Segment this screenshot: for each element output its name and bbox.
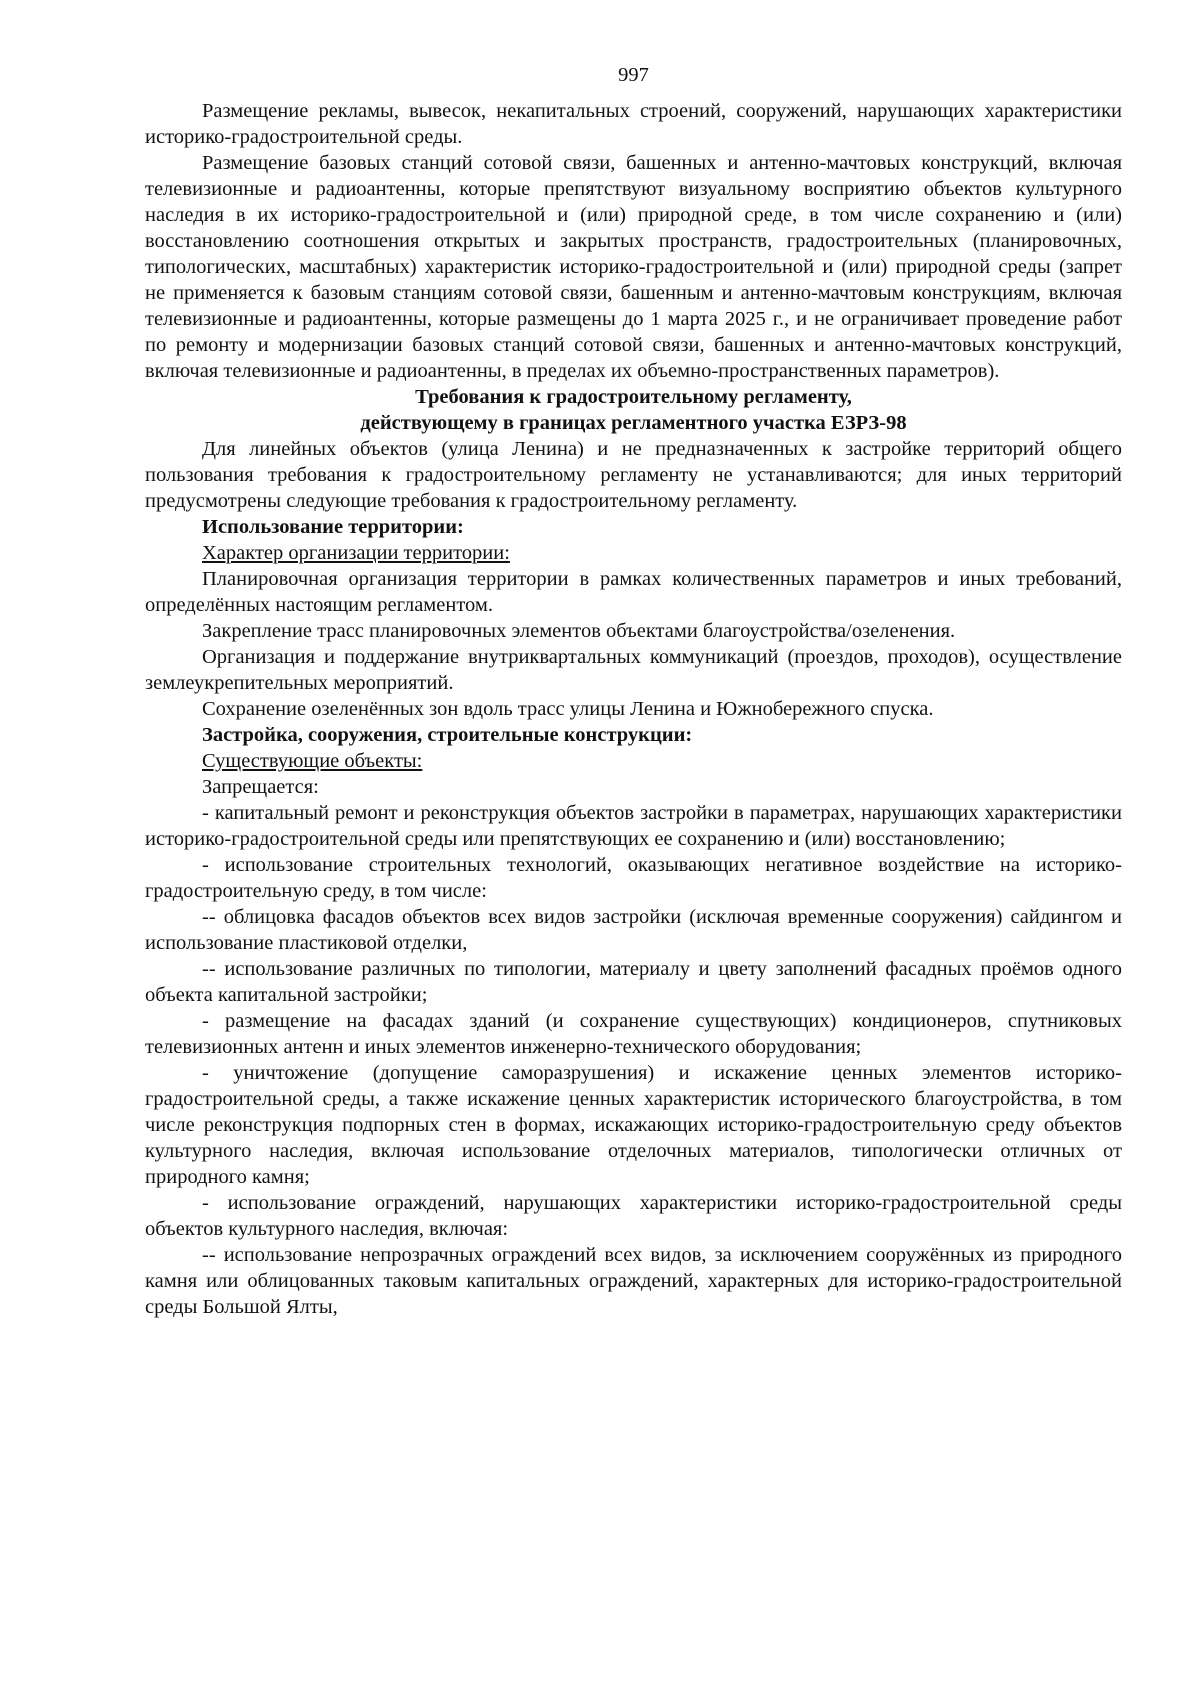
underlined-text: Существующие объекты:	[202, 750, 423, 772]
list-item-repair: - капитальный ремонт и реконструкция объектов застройки в параметрах, нарушающих характеристики историко-градостроительной среды или препятствующих ее сохранению и (или) восстановлению;	[145, 802, 1122, 850]
paragraph-base-stations: Размещение базовых станций сотовой связи, башенных и антенно-мачтовых конструкций, включая телевизионные и радиоантенны, которые препятствуют визуальному восприятию объектов культурного наследия в их историко-градостроительной и (или) природной среде, в том числе сохранению и (или) восстановлению соотношения открытых и закрытых пространств, градостроительных (планировочных, типологических, масштабных) характеристик историко-градостроительной и (или) природной среды (запрет не применяется к базовым станциям сотовой связи, башенным и антенно-мачтовым конструкциям, включая телевизионные и радиоантенны, которые размещены до 1 марта 2025 г., и не ограничивает проведение работ по ремонту и модернизации базовых станций сотовой связи, башенных и антенно-мачтовых конструкций, включая телевизионные и радиоантенны, в пределах их объемно-пространственных параметров).	[145, 152, 1122, 382]
list-item-destruction: - уничтожение (допущение саморазрушения) и искажение ценных элементов историко-градостроительной среды, а также искажение ценных характеристик исторического благоустройства, в том числе реконструкция подпорных стен в формах, искажающих историко-градостроительную среду объектов культурного наследия, включая использование отделочных материалов, типологически отличных от природного камня;	[145, 1062, 1122, 1188]
subheading-buildings: Застройка, сооружения, строительные конструкции:	[202, 724, 693, 746]
list-item-opaque-fences: -- использование непрозрачных ограждений всех видов, за исключением сооружённых из природного камня или облицованных таковым капитальных ограждений, характерных для историко-градостроительной среды Большой Ялты,	[145, 1244, 1122, 1318]
section-heading-line-2: действующему в границах регламентного участка ЕЗРЗ-98	[360, 412, 907, 434]
subheading-existing-objects	[145, 748, 1122, 774]
page-number: 997	[618, 64, 649, 86]
paragraph-prohibited: Запрещается:	[202, 776, 319, 798]
paragraph-advertising: Размещение рекламы, вывесок, некапитальных строений, сооружений, нарушающих характеристики историко-градостроительной среды.	[145, 100, 1122, 148]
list-item-technologies: - использование строительных технологий, оказывающих негативное воздействие на историко-градостроительную среду, в том числе:	[145, 854, 1122, 902]
subheading-organization	[145, 540, 1122, 566]
list-item-siding: -- облицовка фасадов объектов всех видов застройки (исключая временные сооружения) сайдингом и использование пластиковой отделки,	[145, 906, 1122, 954]
paragraph-linear-objects: Для линейных объектов (улица Ленина) и не предназначенных к застройке территорий общего пользования требования к градостроительному регламенту не устанавливаются; для иных территорий предусмотрены следующие требования к градостроительному регламенту.	[145, 438, 1122, 512]
list-item-facade-equipment: - размещение на фасадах зданий (и сохранение существующих) кондиционеров, спутниковых телевизионных антенн и иных элементов инженерно-технического оборудования;	[145, 1010, 1122, 1058]
paragraph-green-zones: Сохранение озеленённых зон вдоль трасс улицы Ленина и Южнобережного спуска.	[202, 698, 934, 720]
paragraph-planning: Планировочная организация территории в рамках количественных параметров и иных требований, определённых настоящим регламентом.	[145, 568, 1122, 616]
list-item-openings: -- использование различных по типологии, материалу и цвету заполнений фасадных проёмов одного объекта капитальной застройки;	[145, 958, 1122, 1006]
underlined-text: Характер организации территории:	[202, 542, 510, 564]
subheading-territory-use: Использование территории:	[202, 516, 464, 538]
section-heading-line-1: Требования к градостроительному регламенту,	[415, 386, 852, 408]
paragraph-communications: Организация и поддержание внутриквартальных коммуникаций (проездов, проходов), осуществление землеукрепительных мероприятий.	[145, 646, 1122, 694]
list-item-fences: - использование ограждений, нарушающих характеристики историко-градостроительной среды объектов культурного наследия, включая:	[145, 1192, 1122, 1240]
paragraph-routes: Закрепление трасс планировочных элементов объектами благоустройства/озеленения.	[202, 620, 956, 642]
